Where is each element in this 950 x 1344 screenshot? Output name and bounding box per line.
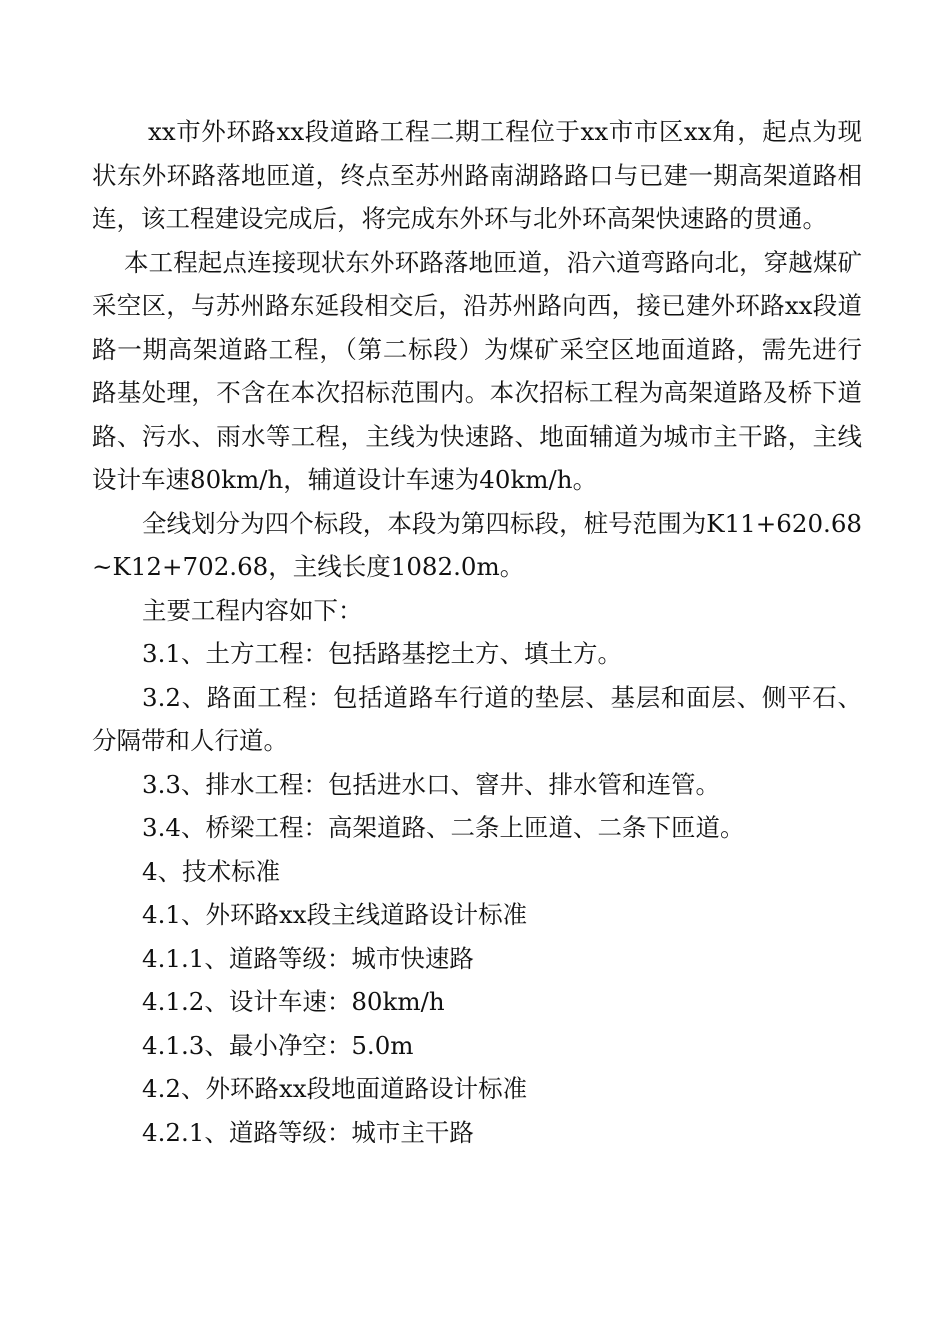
- paragraph-project-scope: 本工程起点连接现状东外环路落地匝道，沿六道弯路向北，穿越煤矿采空区，与苏州路东延段相交后，沿苏州路向西，接已建外环路xx段道路一期高架道路工程，（第二标段）为煤矿采空区地面道路，需先进行路基处理，不含在本次招标范围内。本次招标工程为高架道路及桥下道路、污水、雨水等工程，主线为快速路、地面辅道为城市主干路，主线设计车速80km/h，辅道设计车速为40km/h。: [92, 247, 862, 494]
- paragraph-section-division: 全线划分为四个标段，本段为第四标段，桩号范围为K11+620.68~K12+702.68，主线长度1082.0m。: [92, 508, 862, 581]
- paragraph-main-content-heading: 主要工程内容如下：: [142, 595, 363, 625]
- heading-technical-standards: 4、技术标准: [142, 856, 281, 886]
- item-pavement: 3.2、路面工程：包括道路车行道的垫层、基层和面层、侧平石、分隔带和人行道。: [92, 682, 862, 755]
- item-mainline-design-speed: 4.1.2、设计车速：80km/h: [142, 987, 445, 1016]
- document-body: [92, 110, 862, 1154]
- item-earthwork: 3.1、土方工程：包括路基挖土方、填土方。: [142, 639, 622, 668]
- item-ground-road-grade: 4.2.1、道路等级：城市主干路: [142, 1117, 474, 1147]
- heading-ground-road-standards: 4.2、外环路xx段地面道路设计标准: [142, 1074, 528, 1103]
- item-drainage: 3.3、排水工程：包括进水口、窨井、排水管和连管。: [142, 769, 720, 799]
- item-mainline-clearance: 4.1.3、最小净空：5.0m: [142, 1030, 414, 1060]
- item-mainline-road-grade: 4.1.1、道路等级：城市快速路: [142, 943, 474, 973]
- item-bridge: 3.4、桥梁工程：高架道路、二条上匝道、二条下匝道。: [142, 813, 745, 842]
- paragraph-project-location: xx市外环路xx段道路工程二期工程位于xx市市区xx角，起点为现状东外环路落地匝道，终点至苏州路南湖路路口与已建一期高架道路相连，该工程建设完成后，将完成东外环与北外环高架快速路的贯通。: [92, 117, 862, 233]
- heading-mainline-standards: 4.1、外环路xx段主线道路设计标准: [142, 900, 528, 929]
